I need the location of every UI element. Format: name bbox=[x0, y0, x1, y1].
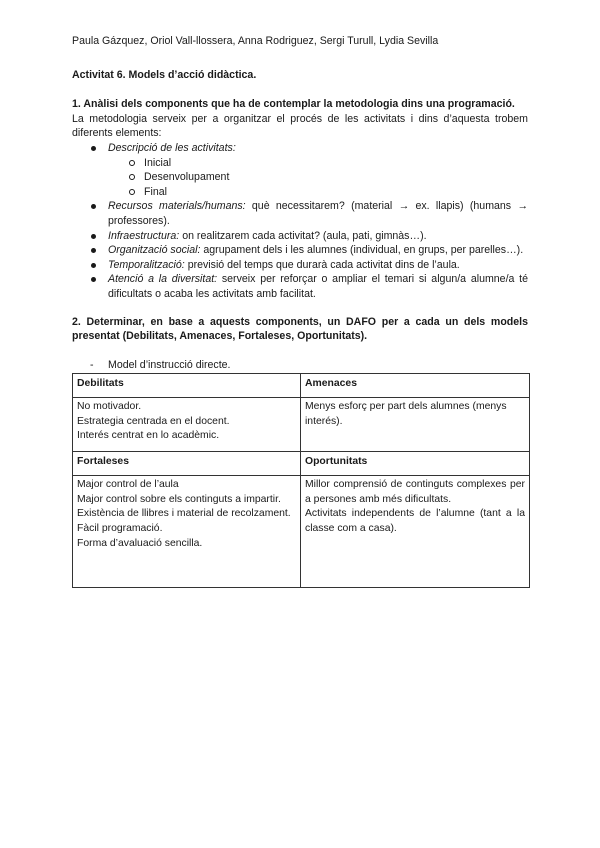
cell-line: No motivador. bbox=[77, 401, 142, 413]
item-text: què necessitarem? (material → ex. llapis) (humans → professores). bbox=[108, 200, 528, 227]
list-item-activities bbox=[72, 141, 528, 199]
cell-line: Major control de l’aula bbox=[77, 479, 179, 491]
list-item-resources bbox=[72, 199, 528, 228]
authors-line: Paula Gázquez, Oriol Vall-llossera, Anna Rodriguez, Sergi Turull, Lydia Sevilla bbox=[72, 35, 439, 47]
dafo-header-debilitats: Debilitats bbox=[73, 374, 301, 398]
document-page bbox=[72, 34, 528, 588]
item-label: Organització social: bbox=[108, 244, 201, 257]
section1-heading: 1. Anàlisi dels components que ha de contemplar la metodologia dins una programació. bbox=[72, 98, 515, 111]
cell-line: Interés centrat en lo acadèmic. bbox=[77, 430, 220, 442]
cell-line: Millor comprensió de continguts complexes per a persones amb més dificultats. bbox=[305, 479, 525, 505]
sub-item: Desenvolupament bbox=[108, 170, 528, 185]
cell-line: Activitats independents de l’alumne (tant a la classe com a casa). bbox=[305, 508, 525, 535]
cell-line: Menys esforç per part dels alumnes (menys interés). bbox=[305, 401, 507, 427]
dafo-cell-debilitats bbox=[73, 398, 301, 452]
item-text: serveix per reforçar o ampliar el temari si algun/a alumne/a té dificultats o acaba les activitats amb facilitat. bbox=[108, 273, 529, 300]
sub-item: Inicial bbox=[108, 156, 528, 171]
sub-item: Final bbox=[108, 185, 528, 200]
item-label: Infraestructura: bbox=[108, 229, 180, 242]
dafo-header-amenaces: Amenaces bbox=[301, 374, 530, 398]
model-label: - Model d’instrucció directe. bbox=[72, 358, 528, 373]
item-label: Recursos materials/humans: bbox=[108, 200, 246, 213]
item-label: Temporalització: bbox=[108, 258, 185, 271]
item-text: agrupament dels i les alumnes (individual, en grups, per parelles…). bbox=[200, 244, 524, 257]
section1-intro: La metodologia serveix per a organitzar el procés de les activitats i dins d’aquesta trobem diferents elements: bbox=[72, 112, 528, 140]
activity-phases-list bbox=[108, 156, 528, 200]
cell-line: Major control sobre els continguts a impartir. bbox=[77, 493, 281, 505]
dafo-header-oportunitats: Oportunitats bbox=[301, 452, 530, 476]
cell-line: Estrategia centrada en el docent. bbox=[77, 415, 230, 427]
list-item-infrastructure bbox=[72, 229, 528, 244]
item-label: Atenció a la diversitat: bbox=[108, 273, 218, 286]
cell-line: Forma d’avaluació sencilla. bbox=[77, 537, 203, 549]
cell-line: Existència de llibres i material de recolzament. bbox=[77, 508, 291, 520]
dafo-cell-oportunitats bbox=[301, 476, 530, 588]
dafo-table bbox=[72, 373, 530, 588]
list-item-timing bbox=[72, 258, 528, 273]
list-item-diversity bbox=[72, 272, 528, 301]
item-label: Descripció de les activitats: bbox=[108, 141, 236, 154]
item-text: on realitzarem cada activitat? (aula, pati, gimnàs…). bbox=[179, 229, 427, 242]
item-text: previsió del temps que durarà cada activitat dins de l’aula. bbox=[184, 258, 460, 271]
components-list bbox=[72, 141, 528, 302]
dafo-header-fortaleses: Fortaleses bbox=[73, 452, 301, 476]
dafo-cell-fortaleses bbox=[73, 476, 301, 588]
cell-line: Fàcil programació. bbox=[77, 523, 163, 535]
list-item-social-organization bbox=[72, 243, 528, 258]
activity-title: Activitat 6. Models d’acció didàctica. bbox=[72, 68, 257, 81]
section2-heading: 2. Determinar, en base a aquests components, un DAFO per a cada un dels models presentat (Debilitats, Amenaces, Fortaleses, Oportunitats). bbox=[72, 315, 528, 343]
dafo-cell-amenaces bbox=[301, 398, 530, 452]
